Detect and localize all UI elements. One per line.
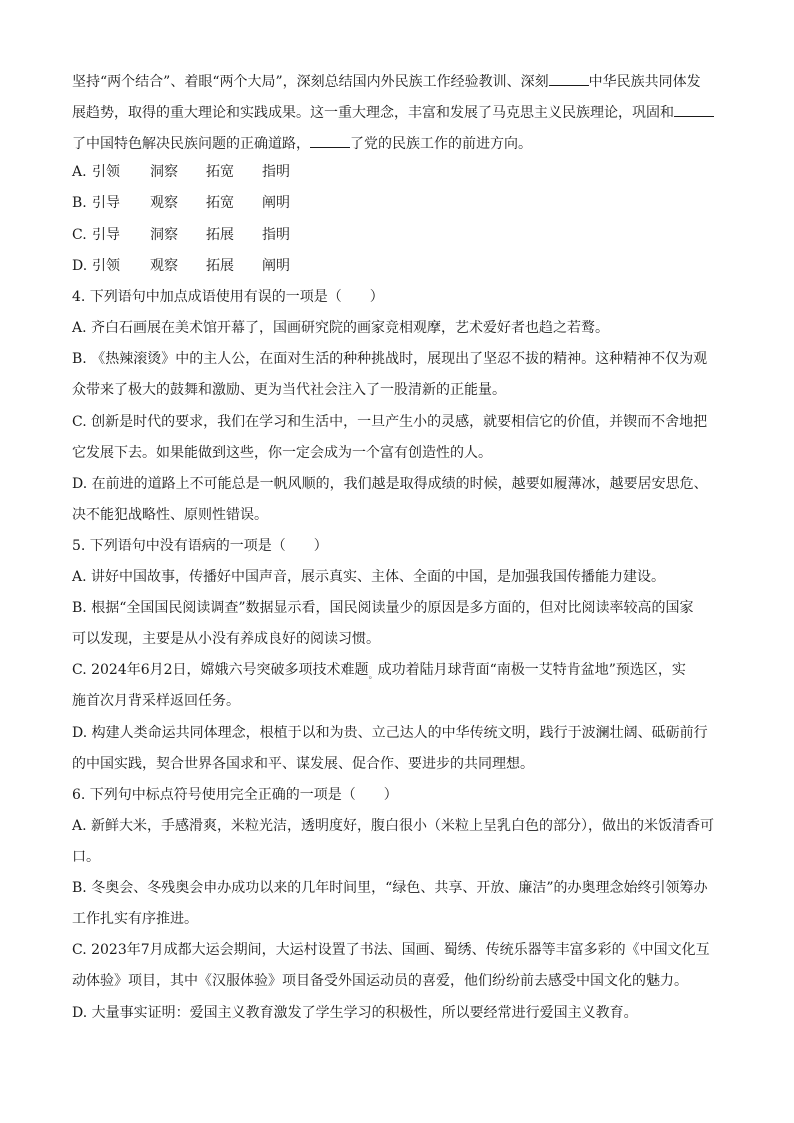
option-letter: B.	[72, 195, 87, 211]
option-word: 拓宽	[206, 164, 234, 180]
q5-option-b-line-2: 可以发现，主要是从小没有养成良好的阅读习惯。	[72, 631, 380, 647]
q4-option-d-line-1: D. 在前进的道路上不可能总是一帆风顺的，我们越是取得成绩的时候，越要如履薄冰，越要居安思危、	[72, 476, 708, 492]
option-word: 拓展	[206, 258, 234, 274]
q5-stem: 5. 下列语句中没有语病的一项是（ ）	[72, 538, 328, 554]
q5-option-c-line-1	[72, 661, 686, 685]
q6-stem: 6. 下列句中标点符号使用完全正确的一项是（ ）	[72, 787, 398, 803]
passage-text: 了中国特色解决民族问题的正确道路，	[72, 136, 310, 152]
option-word: 观察	[150, 195, 178, 211]
q3-option-d	[72, 257, 290, 275]
q3-option-b	[72, 194, 290, 212]
option-letter: C.	[72, 227, 87, 243]
q5-option-d-line-2: 的中国实践，契合世界各国求和平、谋发展、促合作、要进步的共同理想。	[72, 756, 534, 772]
option-word: 引导	[92, 195, 120, 211]
option-letter: A.	[72, 164, 87, 180]
q6-option-c-line-2: 动体验》项目，其中《汉服体验》项目备受外国运动员的喜爱，他们纷纷前去感受中国文化的魅力。	[72, 973, 688, 989]
passage-text: 了党的民族工作的前进方向。	[350, 136, 532, 152]
option-text: 成功着陆月球背面“南极一艾特肯盆地”预选区，实	[377, 662, 686, 678]
option-text: C. 2024年6月2日，嫦娥六号突破多项技术难题	[72, 662, 369, 678]
q6-option-d: D. 大量事实证明：爱国主义教育激发了学生学习的积极性，所以要经常进行爱国主义教育。	[72, 1005, 638, 1021]
option-word: 拓展	[206, 227, 234, 243]
q5-option-b-line-1: B. 根据“全国国民阅读调查”数据显示看，国民阅读量少的原因是多方面的，但对比阅读率较高的国家	[72, 600, 694, 616]
fill-blank-3	[310, 133, 350, 148]
q4-stem: 4. 下列语句中加点成语使用有误的一项是（ ）	[72, 289, 384, 305]
q3-option-a	[72, 163, 290, 181]
punctuation-mark: 。	[368, 671, 378, 681]
q6-option-a-line-1: A. 新鲜大米，手感滑爽，米粒光洁，透明度好，腹白很小（米粒上呈乳白色的部分），做出的米饭清香可	[72, 818, 715, 834]
q6-option-b-line-2: 工作扎实有序推进。	[72, 911, 198, 927]
option-word: 引导	[92, 227, 120, 243]
option-word: 阐明	[262, 195, 290, 211]
q5-option-a: A. 讲好中国故事，传播好中国声音，展示真实、主体、全面的中国，是加强我国传播能力建设。	[72, 569, 666, 585]
q6-option-c-line-1: C. 2023年7月成都大运会期间，大运村设置了书法、国画、蜀绣、传统乐器等丰富多彩的《中国文化互	[72, 942, 710, 958]
q6-option-b-line-1: B. 冬奥会、冬残奥会申办成功以来的几年时间里，“绿色、共享、开放、廉洁”的办奥理念始终引领筹办	[72, 880, 708, 896]
option-word: 指明	[262, 227, 290, 243]
option-word: 观察	[150, 258, 178, 274]
q4-option-c-line-2: 它发展下去。如果能做到这些，你一定会成为一个富有创造性的人。	[72, 445, 492, 461]
q4-option-d-line-2: 决不能犯战略性、原则性错误。	[72, 507, 268, 523]
fill-blank-2	[674, 102, 714, 117]
passage-text: 展趋势，取得的重大理论和实践成果。这一重大理念，丰富和发展了马克思主义民族理论，巩固和	[72, 105, 674, 121]
option-word: 引领	[92, 258, 120, 274]
option-word: 引领	[92, 164, 120, 180]
option-word: 阐明	[262, 258, 290, 274]
q4-option-b-line-1: B. 《热辣滚烫》中的主人公，在面对生活的种种挑战时，展现出了坚忍不拔的精神。这种精神不仅为观	[72, 351, 708, 367]
fill-blank-1	[549, 71, 589, 86]
q3-option-c	[72, 226, 290, 244]
option-word: 指明	[262, 164, 290, 180]
option-letter: D.	[72, 258, 88, 274]
passage-text: 中华民族共同体发	[588, 74, 701, 90]
q4-option-a: A. 齐白石画展在美术馆开幕了，国画研究院的画家竞相观摩，艺术爱好者也趋之若鹜。	[72, 320, 610, 336]
passage-line-3	[72, 133, 532, 153]
passage-line-1	[72, 71, 701, 91]
q4-option-c-line-1: C. 创新是时代的要求，我们在学习和生活中，一旦产生小的灵感，就要相信它的价值，并锲而不舍地把	[72, 414, 708, 430]
option-word: 洞察	[150, 164, 178, 180]
passage-text: 坚持“两个结合”、着眼“两个大局”，深刻总结国内外民族工作经验教训、深刻	[72, 74, 549, 90]
option-word: 拓宽	[206, 195, 234, 211]
q6-option-a-line-2: 口。	[72, 849, 100, 865]
q5-option-d-line-1: D. 构建人类命运共同体理念，根植于以和为贵、立己达人的中华传统文明，践行于波澜壮阔、砥砺前行	[72, 725, 708, 741]
option-word: 洞察	[150, 227, 178, 243]
q4-option-b-line-2: 众带来了极大的鼓舞和激励、更为当代社会注入了一股清新的正能量。	[72, 382, 506, 398]
q5-option-c-line-2: 施首次月背采样返回任务。	[72, 693, 240, 709]
passage-line-2	[72, 102, 714, 122]
